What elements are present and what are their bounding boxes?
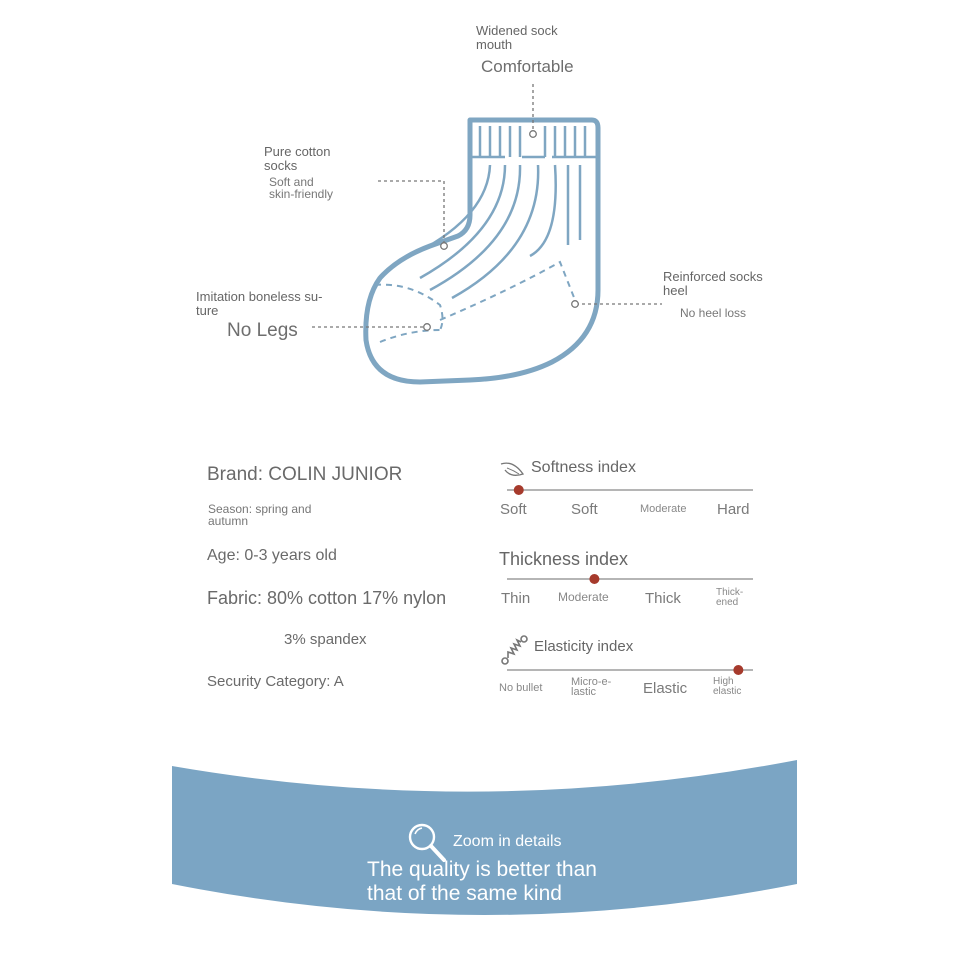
thickness-level-dot	[589, 574, 599, 584]
thickness-label-4b: ened	[716, 597, 739, 608]
heel-subtitle: No heel loss	[680, 306, 747, 320]
softness-scale	[505, 483, 757, 497]
cotton-sub-line1: Soft and	[269, 175, 314, 189]
banner-line1: The quality is better than	[367, 858, 597, 881]
season-line2: autumn	[208, 514, 249, 528]
suture-title-line2: ture	[196, 303, 219, 318]
seam-lines	[375, 262, 575, 342]
mouth-title	[476, 24, 558, 52]
elasticity-label-3: Elastic	[643, 680, 688, 697]
mouth-title-line2: mouth	[476, 37, 513, 52]
thickness-label-1: Thin	[501, 590, 531, 607]
banner-subtitle: Zoom in details	[453, 833, 562, 850]
security-text: Security Category: A	[207, 673, 344, 690]
sock-outline	[366, 120, 598, 382]
heel-title-line1: Reinforced socks	[663, 269, 763, 284]
elasticity-label-2	[571, 677, 611, 697]
elasticity-label-2b: lastic	[571, 686, 597, 698]
suture-title	[196, 290, 322, 318]
fabric-text-2: 3% spandex	[284, 631, 367, 648]
body-ribs	[418, 165, 580, 298]
cotton-subtitle	[269, 176, 333, 200]
cotton-title-line2: socks	[264, 158, 298, 173]
elasticity-label-1: No bullet	[499, 682, 543, 694]
age-text: Age: 0-3 years old	[207, 547, 337, 564]
elasticity-label-4b: elastic	[713, 686, 742, 697]
banner-text	[367, 858, 597, 906]
elasticity-level-dot	[733, 665, 743, 675]
spring-icon	[500, 634, 530, 666]
heel-title	[663, 270, 763, 298]
thickness-label-3: Thick	[645, 590, 681, 607]
elasticity-label-4	[713, 677, 741, 697]
heel-title-line2: heel	[663, 283, 688, 298]
elasticity-label-4a: High	[713, 676, 734, 687]
cotton-title	[264, 145, 331, 173]
thickness-scale	[505, 572, 757, 586]
brand-text: Brand: COLIN JUNIOR	[207, 464, 403, 485]
fabric-text: Fabric: 80% cotton 17% nylon	[207, 588, 447, 608]
softness-label-1: Soft	[500, 501, 527, 518]
season-text	[208, 503, 311, 527]
thickness-title: Thickness index	[499, 549, 629, 569]
thickness-label-4	[716, 588, 743, 608]
elasticity-scale	[505, 663, 757, 677]
thickness-label-4a: Thick-	[716, 587, 744, 598]
suture-title-line1: Imitation boneless su-	[196, 289, 323, 304]
elasticity-label-2a: Micro-e-	[571, 676, 612, 688]
elasticity-title: Elasticity index	[534, 638, 634, 655]
cotton-title-line1: Pure cotton	[264, 144, 331, 159]
suture-subtitle: No Legs	[227, 320, 298, 341]
season-line1: Season: spring and	[208, 502, 312, 516]
mouth-title-line1: Widened sock	[476, 23, 558, 38]
banner-line2: that of the same kind	[367, 882, 562, 905]
softness-level-dot	[514, 485, 524, 495]
softness-title: Softness index	[531, 459, 636, 476]
cotton-sub-line2: skin-friendly	[269, 187, 334, 201]
mouth-subtitle: Comfortable	[481, 57, 574, 76]
softness-label-2: Soft	[571, 501, 598, 518]
softness-label-3: Moderate	[640, 503, 687, 515]
leaf-icon	[499, 458, 527, 480]
softness-label-4: Hard	[717, 501, 750, 518]
thickness-label-2: Moderate	[558, 590, 609, 604]
